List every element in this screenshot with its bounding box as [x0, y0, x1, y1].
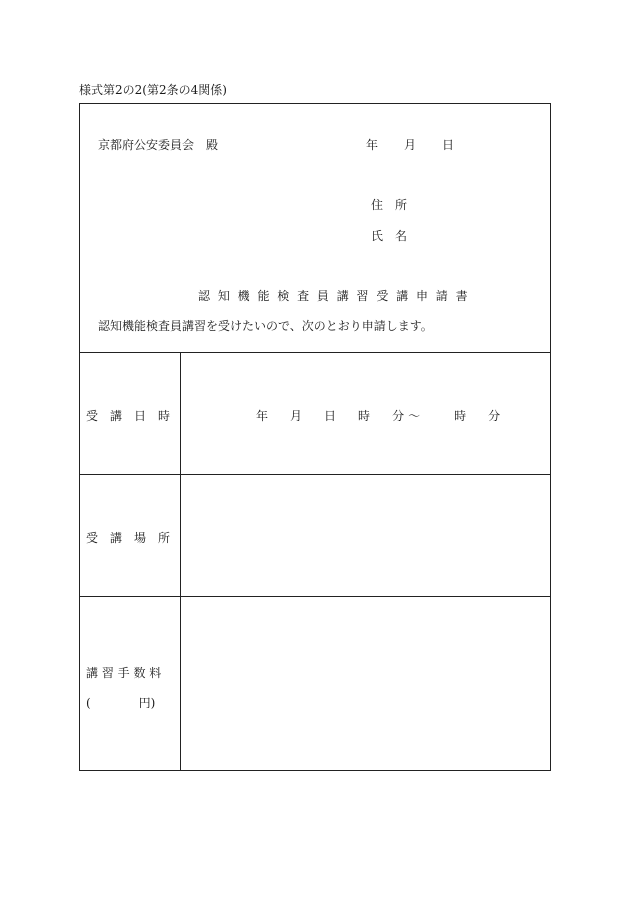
divider-header [80, 352, 550, 353]
range-tilde: 〜 [408, 409, 421, 423]
lecture-datetime-label: 受 講 日 時 [86, 409, 171, 423]
lecture-month-label: 月 [290, 409, 303, 423]
lecture-minute-to-label: 分 [488, 409, 501, 423]
addressee: 京都府公安委員会 殿 [98, 138, 219, 152]
application-form [79, 103, 551, 771]
lecture-minute-from-label: 分 [392, 409, 405, 423]
date-year-label: 年 [366, 138, 379, 152]
lecture-place-field[interactable] [181, 475, 551, 595]
intro-text: 認知機能検査員講習を受けたいので、次のとおり申請します。 [98, 319, 433, 333]
lecture-datetime-fields [256, 407, 500, 424]
lecture-hour-from-label: 時 [358, 409, 371, 423]
lecture-fee-amount: ( 円) [86, 696, 156, 710]
form-number-label: 様式第2の2(第2条の4関係) [79, 83, 227, 97]
address-label: 住 所 [371, 198, 408, 212]
date-month-label: 月 [404, 138, 417, 152]
name-label: 氏 名 [371, 229, 408, 243]
date-day-label: 日 [442, 138, 455, 152]
lecture-hour-to-label: 時 [454, 409, 467, 423]
application-date [366, 136, 454, 153]
lecture-fee-field[interactable] [181, 597, 551, 771]
lecture-place-label: 受 講 場 所 [86, 531, 171, 545]
lecture-year-label: 年 [256, 409, 269, 423]
lecture-day-label: 日 [324, 409, 337, 423]
form-title: 認 知 機 能 検 査 員 講 習 受 講 申 請 書 [198, 289, 470, 303]
lecture-fee-label: 講 習 手 数 料 [86, 666, 162, 680]
